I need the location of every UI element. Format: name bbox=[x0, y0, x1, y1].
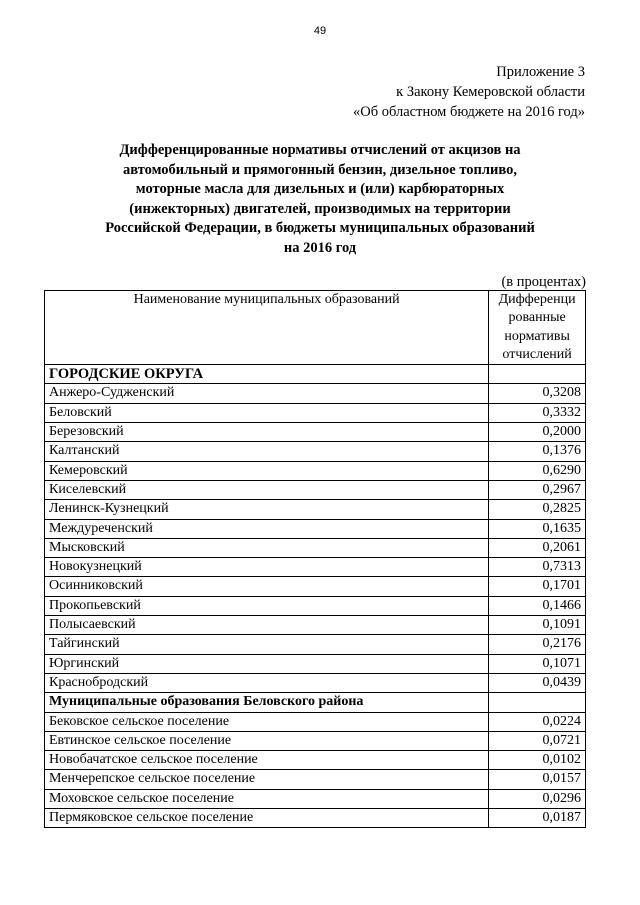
norm-value-cell: 0,1701 bbox=[489, 577, 586, 596]
norm-value-cell: 0,0224 bbox=[489, 712, 586, 731]
municipality-name-cell: ГОРОДСКИЕ ОКРУГА bbox=[45, 365, 489, 384]
norm-value-cell bbox=[489, 693, 586, 712]
municipality-name-cell: Менчерепское сельское поселение bbox=[45, 770, 489, 789]
norm-value-cell: 0,0157 bbox=[489, 770, 586, 789]
document-title bbox=[70, 141, 570, 258]
norm-value-cell: 0,2061 bbox=[489, 538, 586, 557]
title-line: на 2016 год bbox=[283, 239, 357, 256]
municipality-name-cell: Новокузнецкий bbox=[45, 558, 489, 577]
norm-value-cell: 0,1071 bbox=[489, 654, 586, 673]
table-row bbox=[45, 480, 586, 499]
norm-value-cell: 0,7313 bbox=[489, 558, 586, 577]
table-row bbox=[45, 789, 586, 808]
municipality-name-cell: Новобачатское сельское поселение bbox=[45, 751, 489, 770]
header-value-line: рованные bbox=[508, 310, 566, 326]
table-row bbox=[45, 654, 586, 673]
table-section-row bbox=[45, 693, 586, 712]
norm-value-cell: 0,3208 bbox=[489, 384, 586, 403]
appendix-line-3: «Об областном бюджете на 2016 год» bbox=[353, 104, 585, 120]
norm-value-cell: 0,1091 bbox=[489, 616, 586, 635]
header-value-cell bbox=[489, 291, 586, 365]
table-row bbox=[45, 442, 586, 461]
norm-value-cell: 0,1376 bbox=[489, 442, 586, 461]
units-note: (в процентах) bbox=[501, 274, 586, 290]
title-line: (инжекторных) двигателей, производимых на территории bbox=[129, 200, 511, 217]
norm-value-cell: 0,6290 bbox=[489, 461, 586, 480]
title-line: автомобильный и прямогонный бензин, дизельное топливо, bbox=[123, 161, 517, 178]
municipality-name-cell: Муниципальные образования Беловского района bbox=[45, 693, 489, 712]
norm-value-cell: 0,0439 bbox=[489, 673, 586, 692]
municipality-name-cell: Березовский bbox=[45, 423, 489, 442]
municipality-name-cell: Калтанский bbox=[45, 442, 489, 461]
table-row bbox=[45, 616, 586, 635]
table-row bbox=[45, 673, 586, 692]
norm-value-cell: 0,2825 bbox=[489, 500, 586, 519]
header-value-line: отчислений bbox=[502, 346, 572, 362]
header-value-line: нормативы bbox=[504, 328, 570, 344]
norm-value-cell: 0,2000 bbox=[489, 423, 586, 442]
municipality-name-cell: Киселевский bbox=[45, 480, 489, 499]
table-row bbox=[45, 500, 586, 519]
municipality-name-cell: Полысаевский bbox=[45, 616, 489, 635]
title-line: Дифференцированные нормативы отчислений от акцизов на bbox=[119, 142, 521, 158]
table-section-row bbox=[45, 365, 586, 384]
norm-value-cell bbox=[489, 365, 586, 384]
municipality-name-cell: Междуреченский bbox=[45, 519, 489, 538]
table-header-row bbox=[45, 291, 586, 365]
table-row bbox=[45, 577, 586, 596]
municipality-name-cell: Беловский bbox=[45, 403, 489, 422]
municipality-name-cell: Осинниковский bbox=[45, 577, 489, 596]
table-row bbox=[45, 635, 586, 654]
table-row bbox=[45, 809, 586, 828]
municipality-name-cell: Бековское сельское поселение bbox=[45, 712, 489, 731]
norm-value-cell: 0,0721 bbox=[489, 731, 586, 750]
table-row bbox=[45, 731, 586, 750]
norm-value-cell: 0,0102 bbox=[489, 751, 586, 770]
municipality-name-cell: Евтинское сельское поселение bbox=[45, 731, 489, 750]
appendix-header bbox=[353, 62, 585, 122]
municipality-name-cell: Мысковский bbox=[45, 538, 489, 557]
municipality-name-cell: Моховское сельское поселение bbox=[45, 789, 489, 808]
table-row bbox=[45, 538, 586, 557]
header-value-line: Дифференци bbox=[498, 292, 576, 307]
title-line: моторные масла для дизельных и (или) карбюраторных bbox=[135, 181, 505, 197]
header-name-cell: Наименование муниципальных образований bbox=[45, 291, 489, 365]
municipality-name-cell: Юргинский bbox=[45, 654, 489, 673]
norm-value-cell: 0,2967 bbox=[489, 480, 586, 499]
norm-value-cell: 0,2176 bbox=[489, 635, 586, 654]
appendix-line-2: к Закону Кемеровской области bbox=[396, 84, 585, 100]
municipality-name-cell: Кемеровский bbox=[45, 461, 489, 480]
norm-value-cell: 0,3332 bbox=[489, 403, 586, 422]
table-row bbox=[45, 558, 586, 577]
norms-table bbox=[44, 290, 586, 828]
table-row bbox=[45, 712, 586, 731]
table-row bbox=[45, 770, 586, 789]
norm-value-cell: 0,1466 bbox=[489, 596, 586, 615]
norm-value-cell: 0,0187 bbox=[489, 809, 586, 828]
table-row bbox=[45, 423, 586, 442]
municipality-name-cell: Пермяковское сельское поселение bbox=[45, 809, 489, 828]
table-row bbox=[45, 403, 586, 422]
table-body bbox=[45, 365, 586, 828]
municipality-name-cell: Тайгинский bbox=[45, 635, 489, 654]
norm-value-cell: 0,0296 bbox=[489, 789, 586, 808]
norm-value-cell: 0,1635 bbox=[489, 519, 586, 538]
table-row bbox=[45, 751, 586, 770]
municipality-name-cell: Краснобродский bbox=[45, 673, 489, 692]
table-row bbox=[45, 384, 586, 403]
municipality-name-cell: Прокопьевский bbox=[45, 596, 489, 615]
title-line: Российской Федерации, в бюджеты муниципальных образований bbox=[105, 220, 535, 236]
appendix-line-1: Приложение 3 bbox=[496, 64, 585, 80]
municipality-name-cell: Ленинск-Кузнецкий bbox=[45, 500, 489, 519]
table-row bbox=[45, 461, 586, 480]
table-row bbox=[45, 596, 586, 615]
table-row bbox=[45, 519, 586, 538]
municipality-name-cell: Анжеро-Судженский bbox=[45, 384, 489, 403]
page-number: 49 bbox=[313, 25, 327, 37]
